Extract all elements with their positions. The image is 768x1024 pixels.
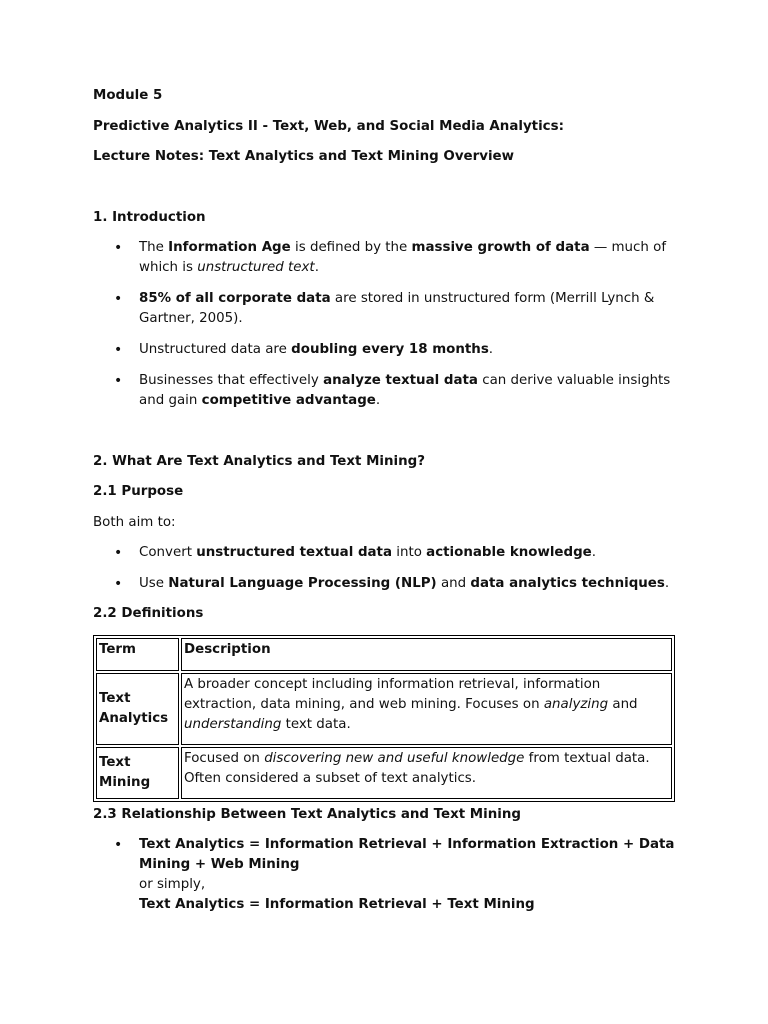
header-description: Description: [181, 638, 672, 671]
list-item: [93, 835, 683, 915]
header-term: Term: [96, 638, 179, 671]
term-text-analytics: Text Analytics: [96, 673, 179, 745]
equation-simple: Text Analytics = Information Retrieval + Text Mining: [139, 897, 535, 912]
equation-full: • Text Analytics = Information Retrieval + Information Extraction + Data Mining + Web Mining: [139, 837, 675, 872]
purpose-list-2: [93, 574, 683, 594]
relationship-heading: 2.3 Relationship Between Text Analytics and Text Mining: [93, 807, 521, 822]
list-item: • Businesses that effectively analyze textual data can derive valuable insights and gain competitive advantage.: [93, 371, 683, 411]
section-2-heading: 2. What Are Text Analytics and Text Mining?: [93, 454, 426, 469]
purpose-intro: Both aim to:: [93, 515, 176, 530]
description-text-analytics: A broader concept including information retrieval, information extraction, data mining, and web mining. Focuses on analyzing and understanding text data.: [181, 673, 672, 745]
introduction-list-3: [93, 340, 683, 360]
list-item: • Convert unstructured textual data into actionable knowledge.: [93, 543, 683, 563]
table-header-row: [96, 638, 672, 671]
table-row: [96, 747, 672, 799]
list-item: • Use Natural Language Processing (NLP) and data analytics techniques.: [93, 574, 683, 594]
list-item: • Unstructured data are doubling every 18 months.: [93, 340, 683, 360]
relationship-list: [93, 835, 683, 915]
list-item: • The Information Age is defined by the massive growth of data — much of which is unstructured text.: [93, 238, 683, 278]
definitions-table: [93, 635, 675, 802]
table-row: [96, 673, 672, 745]
equation-connector: or simply,: [139, 877, 206, 892]
description-text-mining: Focused on discovering new and useful knowledge from textual data. Often considered a subset of text analytics.: [181, 747, 672, 799]
introduction-list-2: [93, 289, 683, 329]
definitions-heading: 2.2 Definitions: [93, 606, 204, 621]
purpose-heading: 2.1 Purpose: [93, 484, 184, 499]
lecture-title: Lecture Notes: Text Analytics and Text Mining Overview: [93, 149, 514, 164]
introduction-list-4: [93, 371, 683, 411]
term-text-mining: Text Mining: [96, 747, 179, 799]
section-1-heading: 1. Introduction: [93, 210, 206, 225]
course-title: Predictive Analytics II - Text, Web, and Social Media Analytics:: [93, 119, 564, 134]
module-label: Module 5: [93, 88, 163, 103]
purpose-list: [93, 543, 683, 563]
list-item: • 85% of all corporate data are stored in unstructured form (Merrill Lynch & Gartner, 2005).: [93, 289, 683, 329]
introduction-list: [93, 238, 683, 278]
